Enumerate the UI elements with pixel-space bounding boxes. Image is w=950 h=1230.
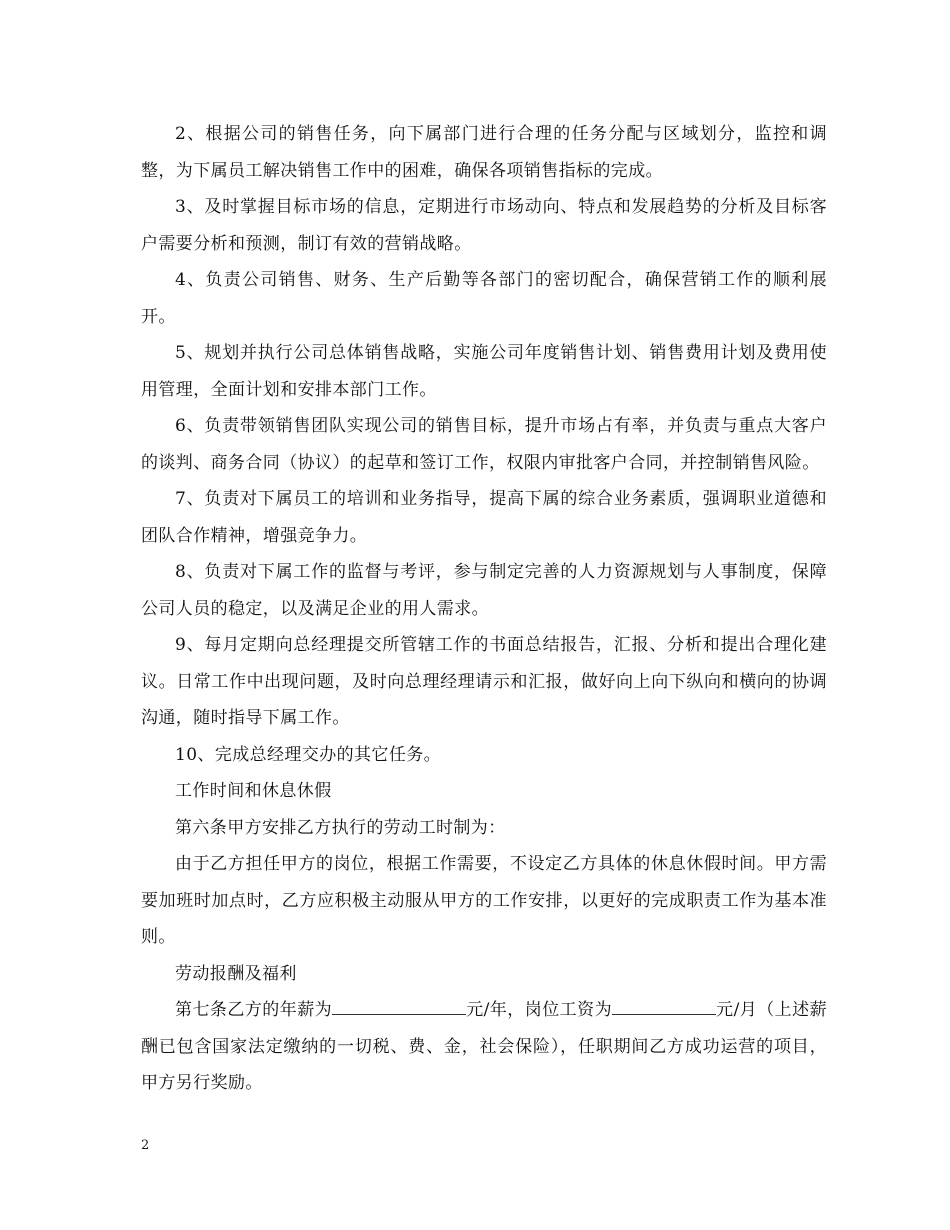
duty-item-10: 10、完成总经理交办的其它任务。 (175, 744, 442, 765)
post-wage-blank (612, 996, 716, 1015)
article-6: 第六条甲方安排乙方执行的劳动工时制为： (175, 817, 506, 838)
duty-item-2: 2、根据公司的销售任务，向下属部门进行合理的任务分配与区域划分，监控和调整，为下属员工解决销售工作中的困难，确保各项销售指标的完成。 (141, 124, 827, 181)
section-heading-pay: 劳动报酬及福利 (175, 963, 297, 984)
work-time-body: 由于乙方担任甲方的岗位，根据工作需要，不设定乙方具体的休息休假时间。甲方需要加班时加点时，乙方应积极主动服从甲方的工作安排，以更好的完成职责工作为基本准则。 (141, 854, 827, 947)
annual-salary-blank (332, 996, 466, 1015)
article-7 (141, 992, 827, 1102)
duty-item-7: 7、负责对下属员工的培训和业务指导，提高下属的综合业务素质，强调职业道德和团队合作精神，增强竞争力。 (141, 489, 827, 546)
page-number: 2 (141, 1138, 150, 1153)
article-7-text-1: 第七条乙方的年薪为 (175, 1000, 333, 1020)
duty-item-6: 6、负责带领销售团队实现公司的销售目标，提升市场占有率，并负责与重点大客户的谈判、商务合同（协议）的起草和签订工作，权限内审批客户合同，并控制销售风险。 (141, 416, 827, 473)
duty-item-8: 8、负责对下属工作的监督与考评，参与制定完善的人力资源规划与人事制度，保障公司人员的稳定，以及满足企业的用人需求。 (141, 562, 827, 619)
article-7-text-2: 元/年，岗位工资为 (466, 1000, 613, 1020)
duty-item-9: 9、每月定期向总经理提交所管辖工作的书面总结报告，汇报、分析和提出合理化建议。日常工作中出现问题，及时向总理经理请示和汇报，做好向上向下纵向和横向的协调沟通，随时指导下属工作。 (141, 635, 827, 728)
duty-item-3: 3、及时掌握目标市场的信息，定期进行市场动向、特点和发展趋势的分析及目标客户需要分析和预测，制订有效的营销战略。 (141, 197, 827, 254)
duty-item-5: 5、规划并执行公司总体销售战略，实施公司年度销售计划、销售费用计划及费用使用管理，全面计划和安排本部门工作。 (141, 343, 827, 400)
duty-item-4: 4、负责公司销售、财务、生产后勤等各部门的密切配合，确保营销工作的顺利展开。 (141, 270, 827, 327)
section-heading-work-time: 工作时间和休息休假 (175, 781, 332, 801)
document-body (141, 116, 827, 1102)
article-7-text-3: 元/月（上述薪酬已包含国家法定缴纳的一切税、费、金，社会保险），任职期间乙方成功运营的项目，甲方另行奖励。 (141, 1000, 828, 1093)
